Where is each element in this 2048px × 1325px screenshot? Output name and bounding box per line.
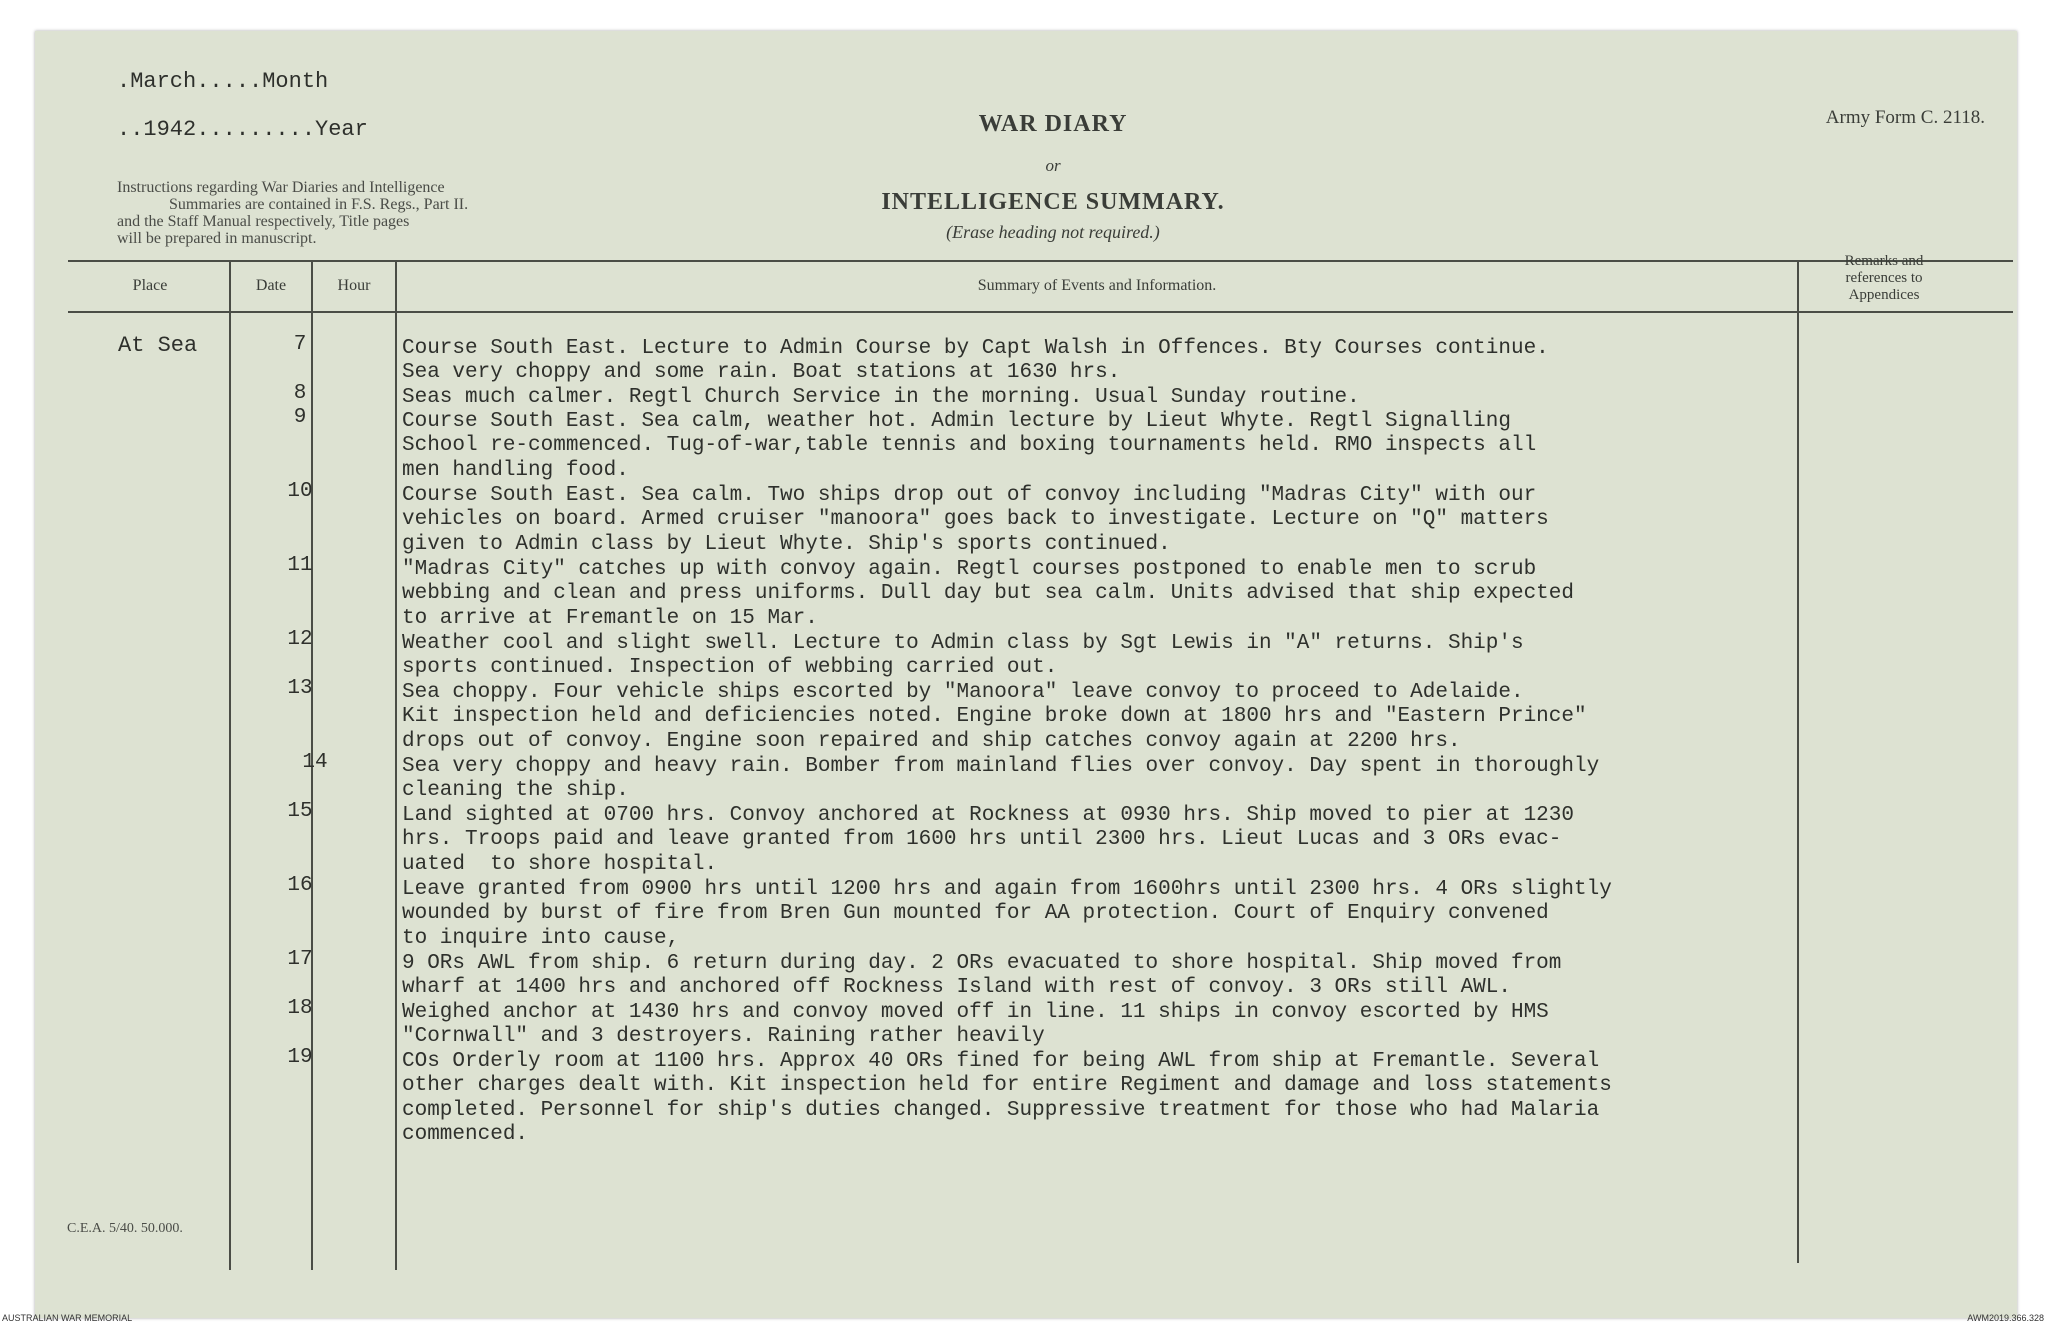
entry-line: Weighed anchor at 1430 hrs and convoy moved off in line. 11 ships in convoy escorted by HMS	[402, 1001, 1549, 1024]
entry-line: drops out of convoy. Engine soon repaired and ship catches convoy again at 2200 hrs.	[402, 729, 1461, 753]
instructions-line: Instructions regarding War Diaries and Intelligence	[117, 179, 445, 196]
table-header-rule	[68, 311, 2013, 313]
entry-line: Kit inspection held and deficiencies noted. Engine broke down at 1800 hrs and "Eastern Prince"	[402, 705, 1587, 729]
entry-line: Leave granted from 0900 hrs until 1200 hrs and again from 1600hrs until 2300 hrs. 4 ORs slightly	[402, 878, 1612, 901]
diary-entry	[402, 1050, 1862, 1147]
diary-entry	[402, 484, 1862, 557]
entry-line: cleaning the ship.	[402, 779, 629, 803]
diary-entry	[402, 952, 1862, 1001]
remarks-header-line: references to	[1845, 270, 1923, 286]
table-top-rule	[68, 260, 2013, 262]
diary-entry	[402, 1001, 1862, 1050]
entry-line: to inquire into cause,	[402, 926, 680, 950]
date-cell: 8	[293, 382, 307, 405]
entry-line: Land sighted at 0700 hrs. Convoy anchored at Rockness at 0930 hrs. Ship moved to pier at 1230	[402, 804, 1574, 827]
month-field: .March.....Month	[117, 69, 329, 94]
date-cell: 16	[287, 874, 313, 897]
diary-entry	[402, 755, 1862, 804]
date-cell: 10	[287, 480, 313, 503]
title-or: or	[1045, 156, 1061, 175]
date-cell: 12	[287, 628, 313, 651]
entry-line: sports continued. Inspection of webbing carried out.	[402, 656, 1058, 680]
column-header-date: Date	[255, 277, 287, 294]
remarks-header-line: Appendices	[1848, 287, 1920, 303]
page-title: WAR DIARY	[978, 111, 1128, 137]
date-cell: 18	[287, 997, 313, 1020]
column-divider	[395, 260, 397, 1270]
entry-line: to arrive at Fremantle on 15 Mar.	[402, 606, 818, 630]
entry-line: completed. Personnel for ship's duties changed. Suppressive treatment for those who had Malaria	[402, 1098, 1600, 1122]
entry-line: uated to shore hospital.	[402, 852, 718, 876]
column-header-hour: Hour	[337, 277, 371, 294]
date-cell: 15	[287, 800, 313, 823]
entry-line: given to Admin class by Lieut Whyte. Ship's sports continued.	[402, 532, 1171, 556]
diary-entry	[402, 410, 1862, 483]
date-cell: 14	[302, 751, 328, 774]
column-header-summary: Summary of Events and Information.	[977, 277, 1217, 294]
archive-caption: AUSTRALIAN WAR MEMORIAL	[2, 1313, 133, 1323]
entry-line: commenced.	[402, 1122, 529, 1146]
entry-line: Sea choppy. Four vehicle ships escorted by "Manoora" leave convoy to proceed to Adelaide.	[402, 681, 1524, 704]
print-code: C.E.A. 5/40. 50.000.	[67, 1221, 183, 1236]
column-header-remarks	[1799, 253, 1969, 304]
date-cell: 9	[293, 406, 307, 429]
date-cell: 17	[287, 948, 313, 971]
erase-note: (Erase heading not required.)	[946, 222, 1160, 242]
entry-line: wounded by burst of fire from Bren Gun mounted for AA protection. Court of Enquiry convened	[402, 902, 1549, 926]
column-divider	[229, 260, 231, 1270]
entry-line: other charges dealt with. Kit inspection held for entire Regiment and damage and loss statements	[402, 1074, 1612, 1098]
entry-line: School re-commenced. Tug-of-war,table tennis and boxing tournaments held. RMO inspects all	[402, 434, 1537, 458]
entry-line: Course South East. Sea calm. Two ships drop out of convoy including "Madras City" with our	[402, 484, 1537, 507]
diary-entry	[402, 681, 1862, 754]
instructions-line: and the Staff Manual respectively, Title pages	[117, 213, 410, 230]
entry-line: wharf at 1400 hrs and anchored off Rockness Island with rest of convoy. 3 ORs still AWL.	[402, 976, 1511, 1000]
entry-line: hrs. Troops paid and leave granted from 1600 hrs until 2300 hrs. Lieut Lucas and 3 ORs evac-	[402, 828, 1562, 852]
date-cell: 19	[287, 1046, 313, 1069]
entry-line: Course South East. Lecture to Admin Course by Capt Walsh in Offences. Bty Courses continue.	[402, 337, 1549, 360]
column-header-place: Place	[132, 277, 168, 294]
date-cell: 7	[293, 333, 307, 356]
entry-line: vehicles on board. Armed cruiser "manoora" goes back to investigate. Lecture on "Q" matters	[402, 508, 1549, 532]
remarks-header-line: Remarks and	[1844, 253, 1924, 269]
entry-line: "Cornwall" and 3 destroyers. Raining rather heavily	[402, 1025, 1045, 1049]
instructions-line: will be prepared in manuscript.	[117, 230, 317, 247]
entry-line: COs Orderly room at 1100 hrs. Approx 40 ORs fined for being AWL from ship at Fremantle. Several	[402, 1050, 1600, 1073]
page-subtitle: INTELLIGENCE SUMMARY.	[881, 189, 1225, 215]
entry-line: 9 ORs AWL from ship. 6 return during day. 2 ORs evacuated to shore hospital. Ship moved from	[402, 952, 1562, 975]
entry-line: Sea very choppy and heavy rain. Bomber from mainland flies over convoy. Day spent in thoroughly	[402, 755, 1600, 778]
instructions-note	[117, 179, 602, 247]
diary-entry	[402, 337, 1862, 386]
diary-entry	[402, 804, 1862, 877]
entry-line: Weather cool and slight swell. Lecture to Admin class by Sgt Lewis in "A" returns. Ship's	[402, 632, 1524, 655]
instructions-line: Summaries are contained in F.S. Regs., Part II.	[169, 196, 469, 213]
diary-entry	[402, 558, 1862, 631]
diary-entry	[402, 386, 1862, 410]
entry-line: "Madras City" catches up with convoy again. Regtl courses postponed to enable men to scrub	[402, 558, 1537, 581]
entry-line: webbing and clean and press uniforms. Dull day but sea calm. Units advised that ship expected	[402, 582, 1574, 606]
date-cell: 11	[287, 554, 313, 577]
entry-line: Sea very choppy and some rain. Boat stations at 1630 hrs.	[402, 361, 1121, 385]
archive-id: AWM2019.366.328	[1967, 1313, 2044, 1323]
form-number: Army Form C. 2118.	[1825, 107, 1985, 128]
entry-line: Course South East. Sea calm, weather hot. Admin lecture by Lieut Whyte. Regtl Signalling	[402, 410, 1511, 433]
year-field: ..1942.........Year	[117, 117, 368, 142]
place-cell: At Sea	[118, 333, 198, 358]
date-cell: 13	[287, 677, 313, 700]
entry-line: men handling food.	[402, 458, 629, 482]
entry-line: Seas much calmer. Regtl Church Service in the morning. Usual Sunday routine.	[402, 386, 1360, 409]
diary-entry	[402, 632, 1862, 681]
diary-entry	[402, 878, 1862, 951]
war-diary-page	[35, 31, 2017, 1318]
